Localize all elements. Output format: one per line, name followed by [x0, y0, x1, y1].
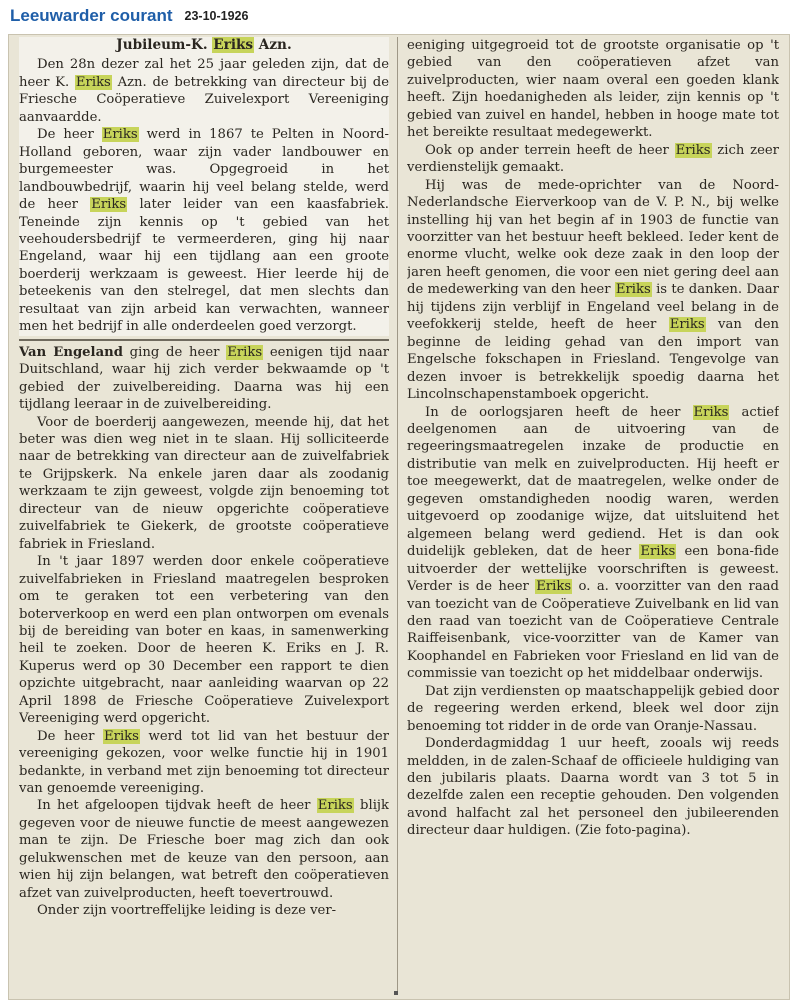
- run-in-heading: Van Engeland: [19, 344, 123, 360]
- paragraph: [19, 344, 389, 414]
- paragraph: Voor de boerderij aangewezen, meende hij, dat het beter was dien weg niet in te slaan. Hij solliciteerde naar de betrekking van directeur aan de zuivelfabriek te Grijpskerk. Na enkele jaren daar als zoodanig werkzaam te zijn geweest, volgde zijn benoeming tot directeur van de nieuw opgerichte coöperatieve zuivelfabriek te Giekerk, de grootste coöperatieve fabriek in Friesland.: [19, 414, 389, 552]
- highlighted-term: Eriks: [317, 798, 353, 814]
- highlighted-term: Eriks: [213, 37, 254, 53]
- highlighted-term: Eriks: [693, 404, 729, 420]
- highlighted-term: Eriks: [615, 282, 651, 298]
- paragraph: [19, 56, 389, 126]
- text-run: van den beginne de leiding gehad van den import van Engelsche fokschapen in Friesland. Tengevolge van dezen invoer is betrekkelijk spoedig daarna het Lincolnschapenstamboek opgericht.: [407, 317, 779, 403]
- text-run: De heer: [37, 127, 102, 143]
- text-run: Den 28n dezer zal het 25 jaar geleden zijn, dat de heer K.: [19, 57, 389, 90]
- highlighted-term: Eriks: [536, 579, 572, 595]
- text-run: Hij was de mede-oprichter van de Noord-Nederlandsche Eierverkoop van de V. P. N., bij welke instelling hij van het begin af in 1903 de functie van voorzitter van het bestuur heeft bekleed. Ieder kent de enorme vlucht, welke ook deze zaak in den loop der jaren heeft genomen, die voor een niet gering deel aan de medewerking van den heer: [407, 177, 779, 298]
- text-run: o. a. voorzitter van den raad van toezicht van de Coöperatieve Zuivelbank en lid van den raad van toezicht van de Coöperatieve Centrale Raiffeisenbank, vice-voorzitter van de Kamer van Koophandel en Fabrieken voor Friesland en lid van de commissie van toezicht op het middelbaar onderwijs.: [407, 579, 779, 682]
- highlighted-term: Eriks: [102, 127, 138, 143]
- newspaper-clipping: [8, 34, 790, 1000]
- paragraph: [19, 728, 389, 798]
- scan-mark: [394, 991, 398, 995]
- paragraph: Dat zijn verdiensten op maatschappelijk gebied door de regeering werden erkend, bleek wel door zijn benoeming tot ridder in de orde van Oranje-Nassau.: [407, 683, 779, 734]
- publication-date: 23-10-1926: [184, 9, 249, 23]
- paragraph: [407, 404, 779, 683]
- text-run: De heer: [37, 728, 104, 744]
- text-run: In het afgeloopen tijdvak heeft de heer: [37, 798, 317, 814]
- text-run: Ook op ander terrein heeft de heer: [425, 142, 675, 158]
- headline-text: Jubileum-K.: [116, 37, 213, 53]
- article-headline: [19, 37, 389, 54]
- paragraph: Onder zijn voortreffelijke leiding is deze ver-: [37, 903, 337, 919]
- highlighted-term: Eriks: [227, 344, 263, 360]
- text-run: actief deelgenomen aan de uitvoering van de regeeringsmaatregelen inzake de productie en distributie van melk en zuivelproducten. Hij heeft er toe meegewerkt, dat de maatregelen, welke onder de gegeven omstandigheden noodig waren, werden uitgevoerd op zoodanige wijze, dat uitsluitend het algemeen belang werd gediend. Het is dan ook duidelijk gebleken, dat de heer: [407, 404, 779, 560]
- text-run: later leider van een kaasfabriek. Teneinde zijn kennis op 't gebied van het veehoudersbedrijf te vermeerderen, ging hij naar Engeland, waar hij een tijdlang aan een groote boerderij werkzaam is geweest. Hier leerde hij de beteekenis van den stelregel, dat men slechts dan resultaat van zijn arbeid kan verwachten, wanneer men het bedrijf in alle onderdeelen goed verzorgt.: [19, 197, 389, 335]
- section-rule: [19, 339, 389, 341]
- column-divider: [397, 37, 398, 995]
- paragraph: [407, 142, 779, 177]
- paragraph: Donderdagmiddag 1 uur heeft, zooals wij reeds meldden, in de zalen-Schaaf de officieele huldiging van den jubilaris plaats. Daarna wordt van 3 tot 5 in dezelfde zalen een receptie gehouden. Den volgenden avond halfacht zal het personeel den jubileerenden directeur daar huldigen. (Zie foto-pagina).: [407, 736, 779, 839]
- highlighted-term: Eriks: [75, 74, 111, 90]
- text-run: werd in 1867 te Pelten in Noord-Holland geboren, waar zijn vader landbouwer en burgemeester was. Opgegroeid in het landbouwbedrijf, waarin hij veel belang stelde, werd de heer: [19, 127, 389, 213]
- highlighted-term: Eriks: [640, 544, 676, 560]
- paragraph: In 't jaar 1897 werden door enkele coöperatieve zuivelfabrieken in Friesland maatregelen besproken om te geraken tot een verbetering van den boterverkoop en werd een plan ontworpen om evenals bij de bereiding van boter en kaas, in samenwerking heil te zoeken. Door de heeren K. Eriks en J. R. Kuperus werd op 30 December een rapport te dien opzichte uitgebracht, naar aanleiding waarvan op 22 April 1898 de Friesche Coöperatieve Zuivelexport Vereeniging werd opgericht.: [19, 554, 389, 727]
- text-run: eenigen tijd naar Duitschland, waar hij zich verder bekwaamde op 't gebied der zuivelbereiding. Daarna was hij een tijdlang leeraar in de zuivelbereiding.: [19, 344, 389, 413]
- text-run: is te danken. Daar hij tijdens zijn verblijf in Engeland veel belang in de veefokkerij stelde, heeft de heer: [407, 282, 779, 333]
- highlighted-term: Eriks: [669, 317, 705, 333]
- article-lead-block: [19, 37, 389, 336]
- text-run: werd tot lid van het bestuur der vereeniging gekozen, voor welke functie hij in 1901 bedankte, in verband met zijn benoeming tot directeur van genoemde vereeniging.: [19, 728, 389, 797]
- text-run: In de oorlogsjaren heeft de heer: [425, 404, 693, 420]
- article-column-left: [19, 37, 389, 999]
- text-run: blijk gegeven voor de nieuwe functie de meest aangewezen man te zijn. De Friesche boer mag zich dan ook gelukwenschen met de keuze van den persoon, aan wien hij zijn belangen, wat betreft den coöperatieven afzet van zuivelproducten, heeft toevertrouwd.: [19, 798, 389, 901]
- newspaper-title: Leeuwarder courant: [10, 6, 173, 25]
- highlighted-term: Eriks: [91, 197, 127, 213]
- text-run: ging de heer: [122, 344, 227, 360]
- paragraph: [19, 126, 389, 335]
- paragraph: eeniging uitgegroeid tot de grootste organisatie op 't gebied van den coöperatieven afzet van zuivelproducten, wier naam overal een goeden klank heeft. Zijn hoedanigheden als leider, zijn kennis op 't gebied van zuivel en handel, hebben in hooge mate tot het bereikte resultaat medegewerkt.: [407, 38, 779, 141]
- paragraph: [407, 177, 779, 404]
- text-run: Azn. de betrekking van directeur bij de Friesche Coöperatieve Zuivelexport Vereeniging aanvaardde.: [19, 74, 389, 125]
- page-header: [0, 0, 800, 32]
- highlighted-term: Eriks: [104, 728, 139, 744]
- paragraph: [19, 797, 389, 902]
- article-column-right: [407, 37, 779, 999]
- text-run: een bona-fide uitvoerder der wettelijke voorschriften is geweest. Verder is de heer: [407, 544, 779, 595]
- headline-text: Azn.: [254, 37, 292, 53]
- text-run: zich zeer verdienstelijk gemaakt.: [407, 142, 779, 176]
- highlighted-term: Eriks: [675, 142, 711, 158]
